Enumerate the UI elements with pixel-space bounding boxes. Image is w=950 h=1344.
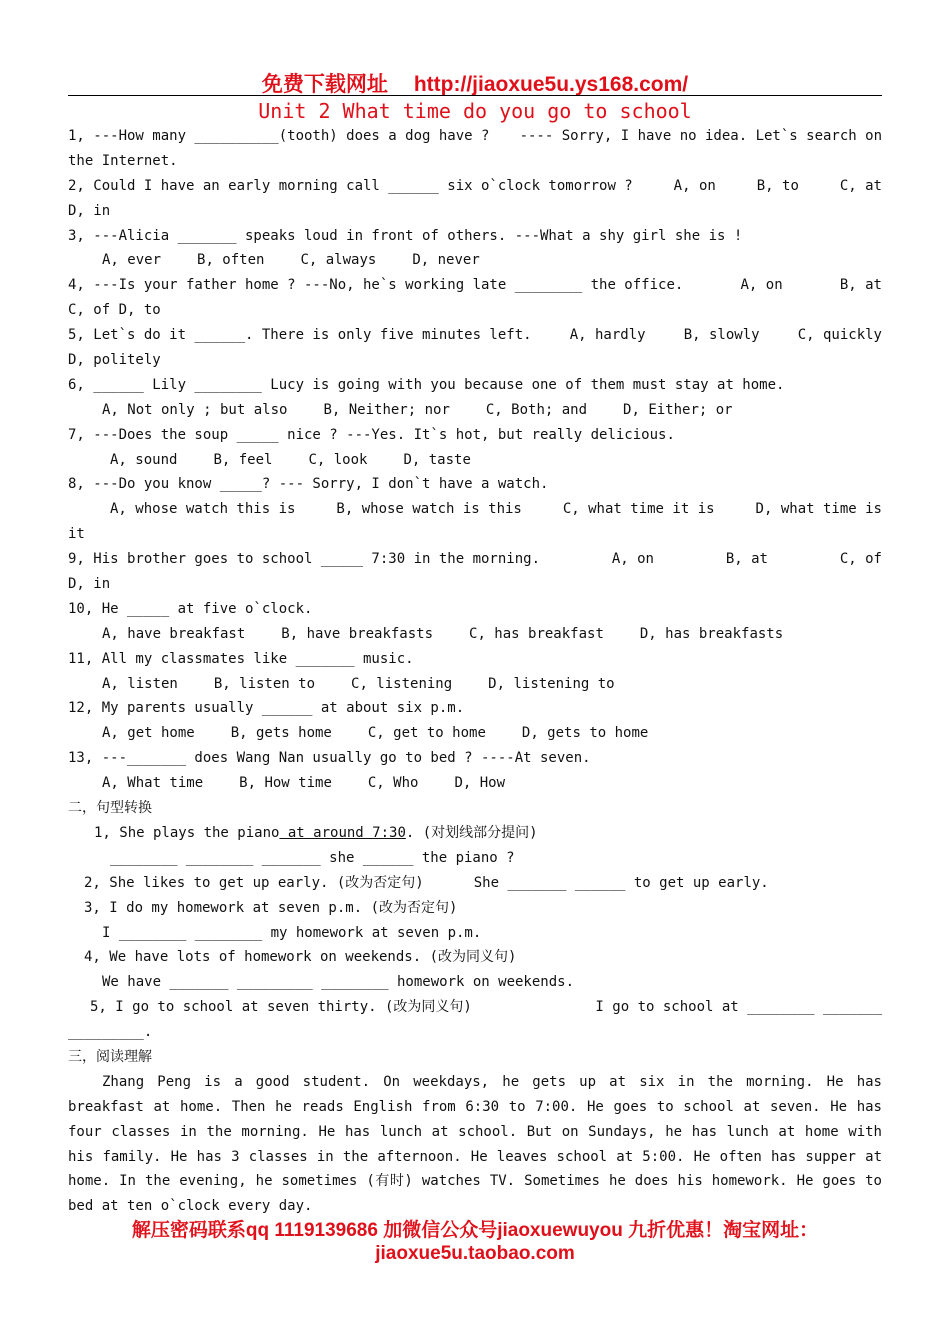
transform-2: 2, She likes to get up early. (改为否定句) She _______ ______ to get up early.: [84, 874, 769, 891]
header-rule: [68, 95, 882, 96]
transform-4: 4, We have lots of homework on weekends. (改为同义句): [84, 949, 517, 966]
transform-3-answer: I ________ ________ my homework at seven p.m.: [102, 924, 482, 941]
question-6-options: A, Not only ; but also B, Neither; nor C, Both; and D, Either; or: [102, 401, 733, 418]
question-8-options: A, whose watch this is B, whose watch is this C, what time it is D, what time is: [110, 501, 882, 518]
page-title: Unit 2 What time do you go to school: [258, 99, 692, 123]
reading-passage: Zhang Peng is a good student. On weekdays, he gets up at six in the morning. He has breakfast at home. Then he reads English from 6:30 to 7:00. He goes to school at seven. He has four classes in the morning. He has lunch at school. But on Sundays, he has lunch at home with his family. He has 3 classes in the afternoon. He leaves school at 5:00. He often has supper at home. In the evening, he sometimes (有时) watches TV. Sometimes he does his homework. He goes to bed at ten o`clock every day.: [68, 1073, 882, 1215]
question-2-cont: D, in: [68, 202, 111, 219]
question-9: 9, His brother goes to school _____ 7:30 in the morning. A, on B, at C, of: [68, 551, 882, 568]
question-8-cont: it: [68, 526, 85, 543]
download-url-link[interactable]: http://jiaoxue5u.ys168.com/: [413, 73, 689, 96]
question-2: 2, Could I have an early morning call ______ six o`clock tomorrow ? A, on B, to C, at: [68, 177, 882, 194]
transform-5: 5, I go to school at seven thirty. (改为同义句) I go to school at ________ _______: [90, 999, 882, 1016]
question-13: 13, ---_______ does Wang Nan usually go to bed ? ----At seven.: [68, 750, 591, 767]
download-banner: [0, 68, 950, 98]
question-9-cont: D, in: [68, 576, 111, 593]
download-label: 免费下载网址: [261, 73, 388, 96]
footer-shop-link[interactable]: jiaoxue5u.taobao.com: [375, 1243, 575, 1264]
question-7: 7, ---Does the soup _____ nice ? ---Yes. It`s hot, but really delicious.: [68, 426, 675, 443]
question-12-options: A, get home B, gets home C, get to home D, gets to home: [102, 725, 649, 742]
question-12: 12, My parents usually ______ at about six p.m.: [68, 700, 465, 717]
question-4: 4, ---Is your father home ? ---No, he`s working late ________ the office. A, on B, at: [68, 277, 882, 294]
worksheet-body: [68, 124, 882, 1219]
question-13-options: A, What time B, How time C, Who D, How: [102, 775, 506, 792]
question-5: 5, Let`s do it ______. There is only five minutes left. A, hardly B, slowly C, quickly: [68, 327, 882, 344]
question-3: 3, ---Alicia _______ speaks loud in front of others. ---What a shy girl she is !: [68, 227, 743, 244]
transform-1-answer: ________ ________ _______ she ______ the piano ?: [110, 849, 515, 866]
question-11: 11, All my classmates like _______ music.: [68, 650, 414, 667]
question-1-cont: the Internet.: [68, 152, 178, 169]
question-8: 8, ---Do you know _____? --- Sorry, I don`t have a watch.: [68, 476, 549, 493]
question-11-options: A, listen B, listen to C, listening D, listening to: [102, 675, 615, 692]
question-3-options: A, ever B, often C, always D, never: [102, 252, 480, 269]
question-1: 1, ---How many __________(tooth) does a dog have ? ---- Sorry, I have no idea. Let`s search on: [68, 128, 882, 144]
transform-3: 3, I do my homework at seven p.m. (改为否定句): [84, 899, 458, 916]
transform-4-answer: We have _______ _________ ________ homework on weekends.: [102, 974, 575, 991]
question-5-cont: D, politely: [68, 352, 161, 369]
section-3-heading: 三，阅读理解: [68, 1048, 152, 1065]
section-2-heading: 二，句型转换: [68, 800, 152, 817]
footer-promo: [0, 1219, 950, 1265]
transform-1: 1, She plays the piano at around 7:30. (对划线部分提问): [94, 824, 538, 841]
question-10: 10, He _____ at five o`clock.: [68, 600, 313, 617]
footer-contact: 解压密码联系qq 1119139686 加微信公众号jiaoxuewuyou 九折优惠！淘宝网址：: [131, 1220, 819, 1241]
transform-5-cont: _________.: [68, 1024, 153, 1041]
question-6: 6, ______ Lily ________ Lucy is going with you because one of them must stay at home.: [68, 376, 785, 393]
question-10-options: A, have breakfast B, have breakfasts C, has breakfast D, has breakfasts: [102, 625, 784, 642]
question-4-cont: C, of D, to: [68, 302, 161, 319]
question-7-options: A, sound B, feel C, look D, taste: [110, 451, 471, 468]
